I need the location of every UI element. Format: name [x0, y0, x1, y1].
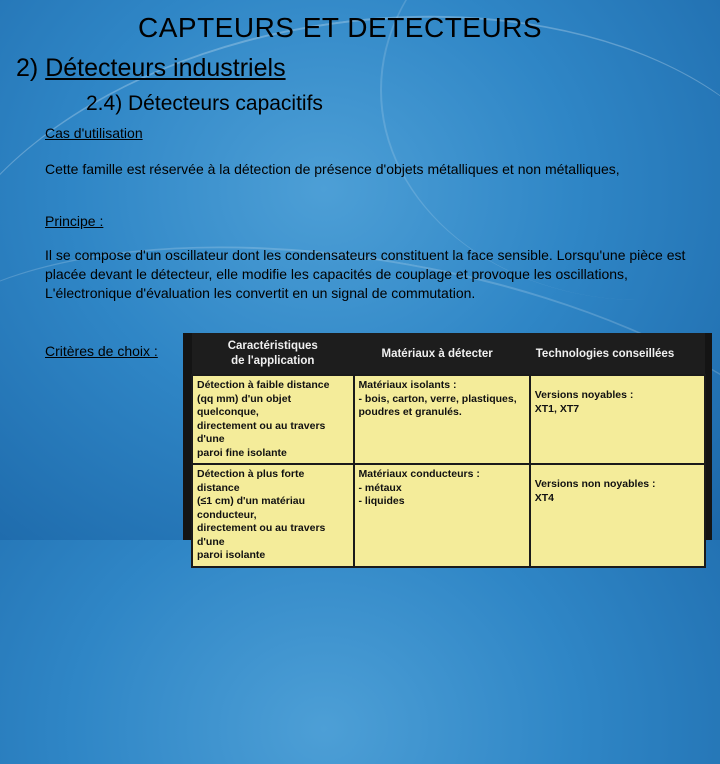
table-row: [192, 464, 705, 567]
use-case-text: Cette famille est réservée à la détection de présence d'objets métalliques et non métalliques,: [45, 161, 620, 177]
criteria-heading: Critères de choix :: [45, 343, 158, 359]
section-number: 2): [16, 54, 39, 82]
criteria-table: [191, 333, 706, 568]
table-header-row: [192, 333, 705, 375]
table-cell: Matériaux conducteurs : - métaux - liquides: [354, 464, 530, 567]
table-cell: Versions non noyables : XT4: [530, 464, 705, 567]
table-header: Caractéristiques de l'application: [192, 333, 354, 375]
use-case-heading: Cas d'utilisation: [45, 125, 143, 141]
table-cell: Détection à plus forte distance (≤1 cm) d'un matériau conducteur, directement ou au travers d'une paroi isolante: [192, 464, 354, 567]
table-header: Matériaux à détecter: [354, 333, 530, 375]
criteria-table-image: [183, 333, 712, 561]
subsection-heading: 2.4) Détecteurs capacitifs: [86, 92, 323, 115]
slide-title: CAPTEURS ET DETECTEURS: [138, 12, 543, 43]
table-cell: Matériaux isolants : - bois, carton, verre, plastiques, poudres et granulés.: [354, 375, 530, 464]
principle-text: Il se compose d'un oscillateur dont les condensateurs constituent la face sensible. Lorsqu'une pièce est placée devant le détecteur, elle modifie les capacités de couplage et provoque les oscillations, L'électronique d'évaluation les convertit en un signal de commutation.: [45, 247, 686, 301]
table-cell: Versions noyables : XT1, XT7: [530, 375, 705, 464]
table-cell: Détection à faible distance (qq mm) d'un objet quelconque, directement ou au travers d'une paroi fine isolante: [192, 375, 354, 464]
section-title: Détecteurs industriels: [45, 54, 286, 82]
principle-heading: Principe :: [45, 213, 104, 229]
table-row: [192, 375, 705, 464]
section-heading: [16, 54, 286, 83]
table-header: Technologies conseillées: [530, 333, 705, 375]
